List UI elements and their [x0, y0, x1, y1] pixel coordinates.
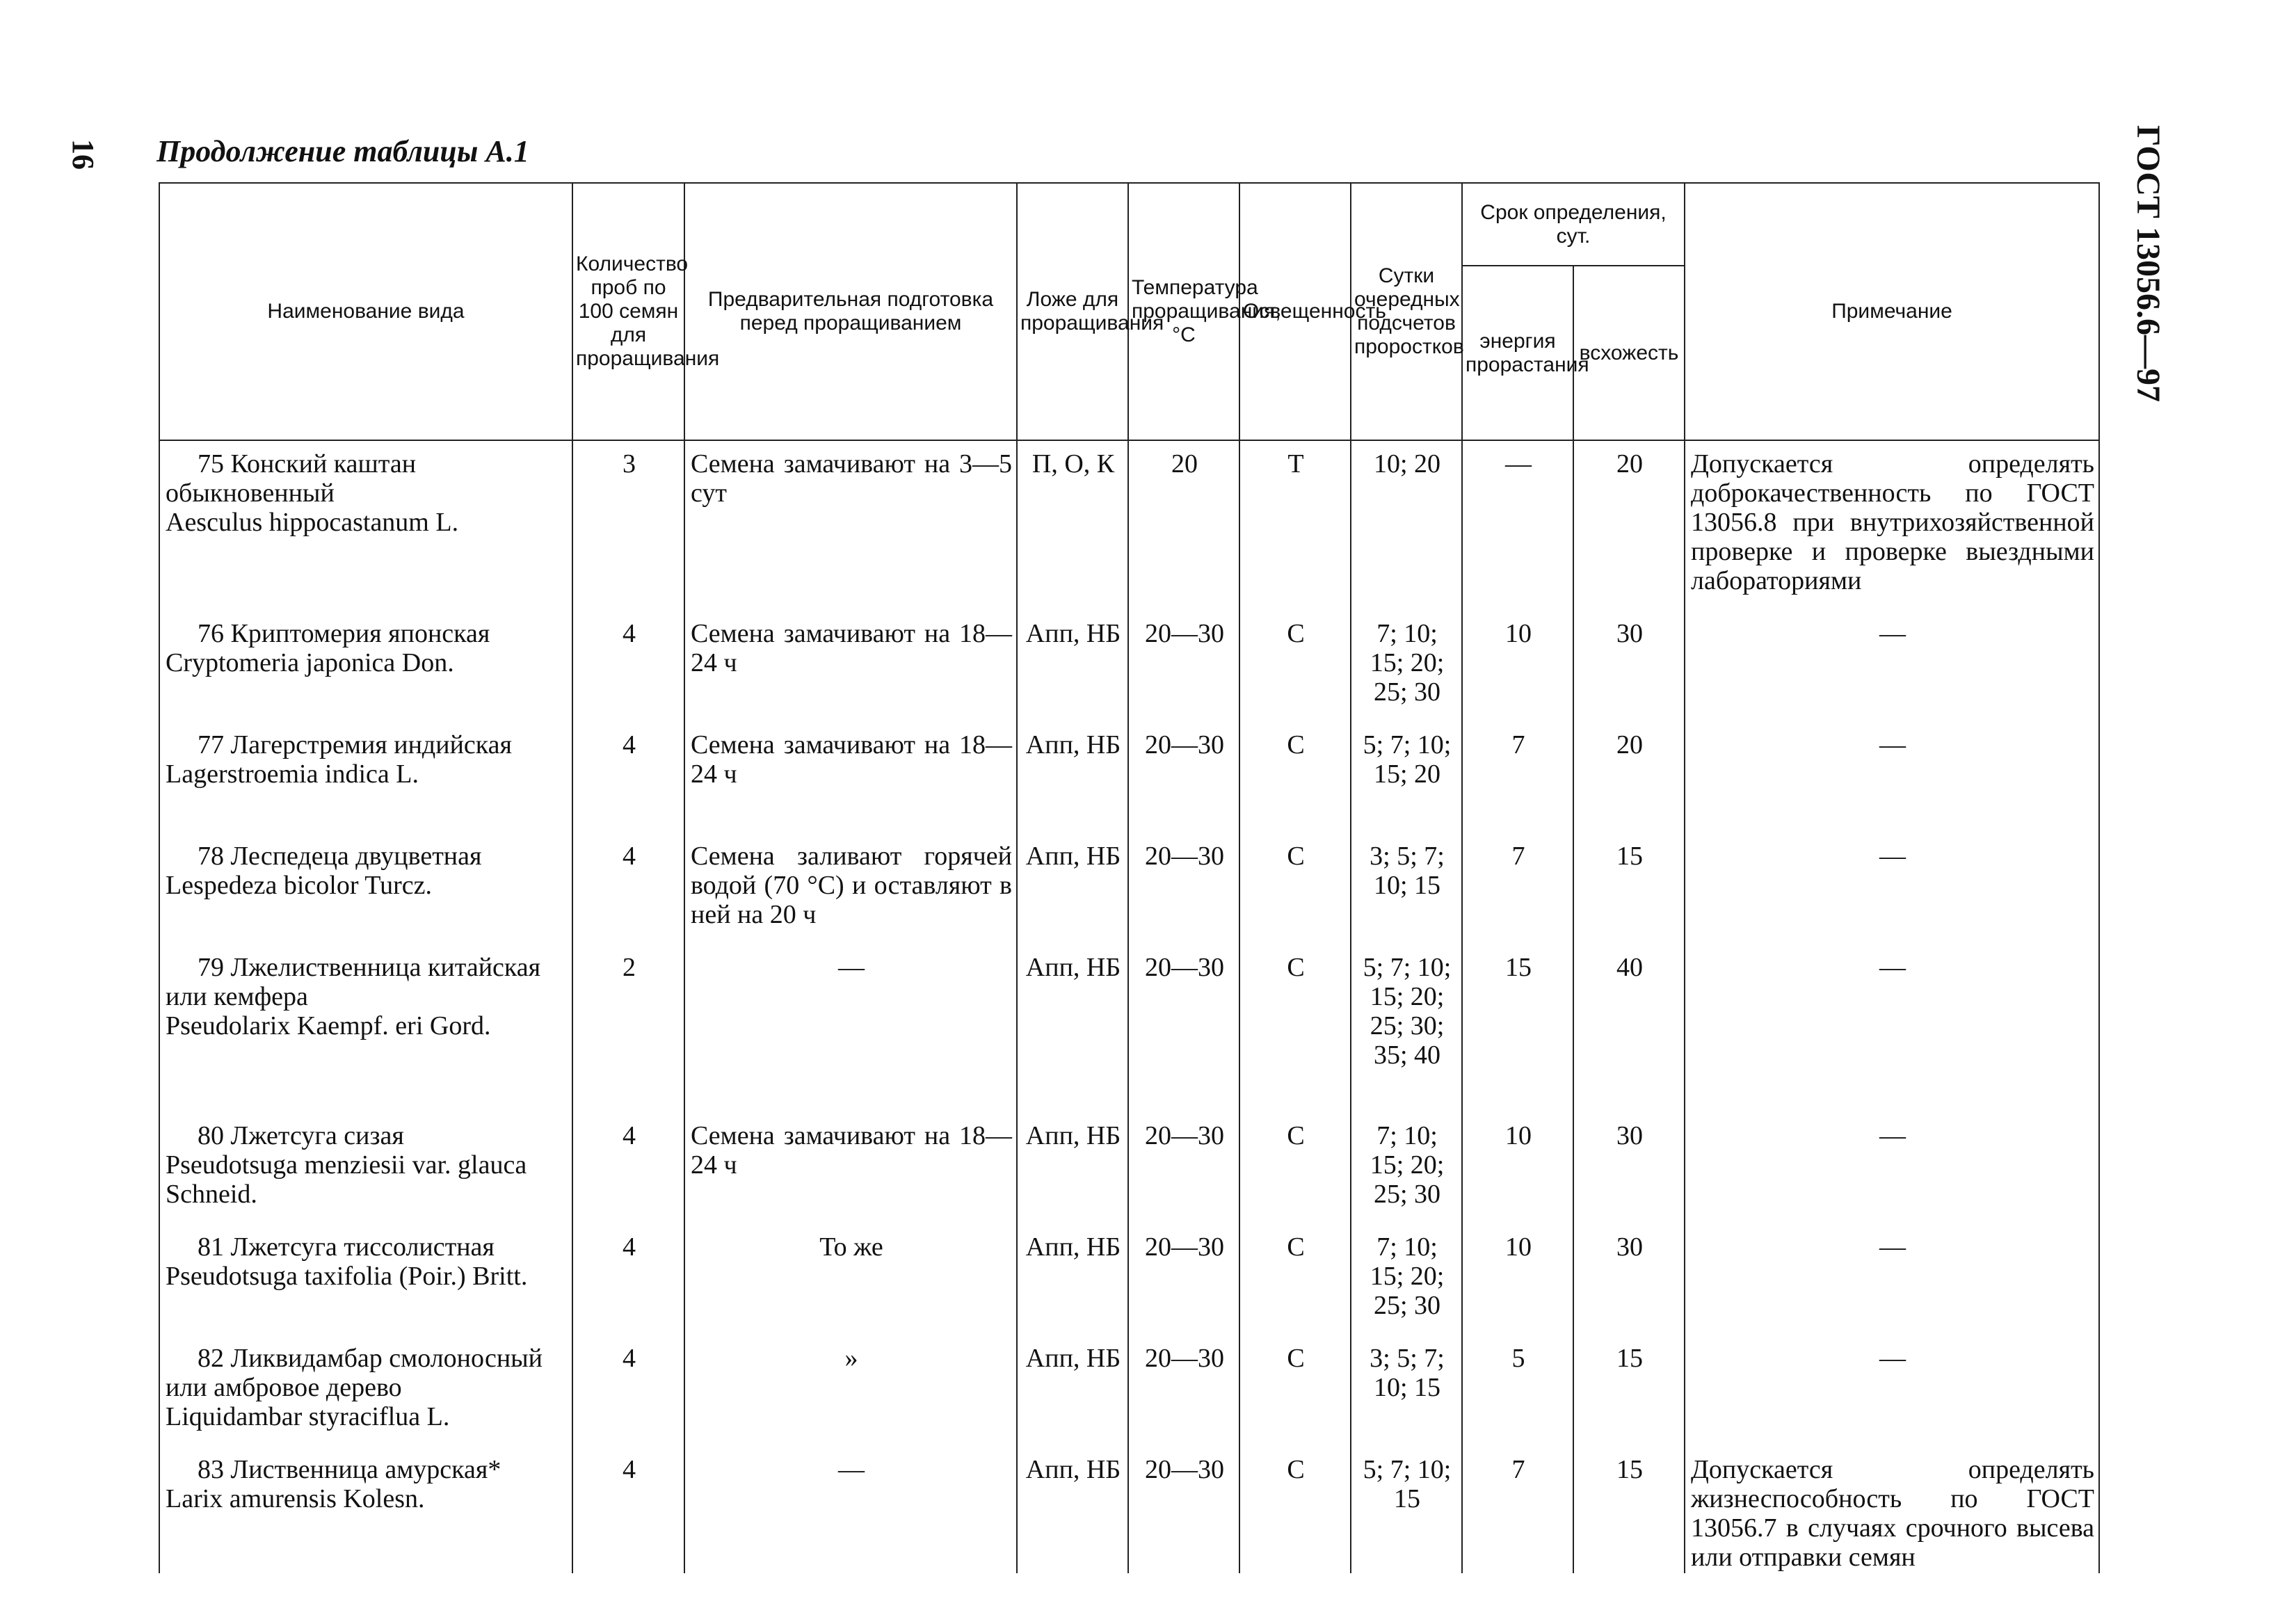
species-latin: Larix amurensis Kolesn.	[166, 1484, 425, 1513]
cell-lighting: С	[1239, 1447, 1351, 1573]
cell-energy: 7	[1462, 833, 1573, 944]
header-days: Сутки очередных подсчетов проростков	[1351, 183, 1462, 440]
cell-bed: П, О, К	[1017, 440, 1128, 611]
cell-energy: 10	[1462, 1224, 1573, 1335]
header-term-group: Срок определения, сут.	[1462, 183, 1685, 266]
cell-samples: 2	[572, 944, 684, 1113]
species-latin: Pseudotsuga menziesii var. glauca Schneid.	[166, 1150, 527, 1209]
cell-name	[159, 944, 572, 1113]
cell-preparation: Семена замачивают на 18—24 ч	[684, 1113, 1017, 1224]
cell-note: —	[1685, 1335, 2099, 1447]
cell-lighting: С	[1239, 944, 1351, 1113]
table-row	[159, 1224, 2099, 1335]
table-caption: Продолжение таблицы А.1	[156, 134, 529, 168]
cell-germination: 20	[1573, 722, 1685, 833]
cell-preparation: —	[684, 1447, 1017, 1573]
cell-temperature: 20—30	[1128, 722, 1239, 833]
species-russian: 81 Лжетсуга тиссолистная	[198, 1232, 495, 1262]
cell-days: 5; 7; 10; 15; 20; 25; 30; 35; 40	[1351, 944, 1462, 1113]
germination-table	[159, 182, 2098, 1573]
cell-germination: 15	[1573, 1447, 1685, 1573]
cell-bed: Апп, НБ	[1017, 944, 1128, 1113]
header-lighting: Освещенность	[1239, 183, 1351, 440]
cell-bed: Апп, НБ	[1017, 833, 1128, 944]
cell-temperature: 20—30	[1128, 1113, 1239, 1224]
cell-note: —	[1685, 1224, 2099, 1335]
table-row	[159, 944, 2099, 1113]
header-note: Примечание	[1685, 183, 2099, 440]
species-latin: Aesculus hippocastanum L.	[166, 508, 459, 537]
species-latin: Cryptomeria japonica Don.	[166, 648, 454, 677]
cell-preparation: То же	[684, 1224, 1017, 1335]
header-temperature: Температура проращивания, °С	[1128, 183, 1239, 440]
cell-lighting: С	[1239, 1224, 1351, 1335]
cell-germination: 15	[1573, 833, 1685, 944]
header-bed: Ложе для проращивания	[1017, 183, 1128, 440]
cell-preparation: Семена замачивают на 3—5 сут	[684, 440, 1017, 611]
cell-days: 7; 10; 15; 20; 25; 30	[1351, 611, 1462, 722]
cell-bed: Апп, НБ	[1017, 722, 1128, 833]
header-name: Наименование вида	[159, 183, 572, 440]
species-latin: Lespedeza bicolor Turcz.	[166, 871, 433, 900]
cell-germination: 20	[1573, 440, 1685, 611]
cell-energy: 15	[1462, 944, 1573, 1113]
cell-germination: 40	[1573, 944, 1685, 1113]
cell-bed: Апп, НБ	[1017, 1113, 1128, 1224]
table-row	[159, 1335, 2099, 1447]
cell-days: 7; 10; 15; 20; 25; 30	[1351, 1113, 1462, 1224]
cell-energy: 7	[1462, 1447, 1573, 1573]
cell-energy: 5	[1462, 1335, 1573, 1447]
cell-energy: 10	[1462, 1113, 1573, 1224]
cell-germination: 30	[1573, 611, 1685, 722]
cell-preparation: —	[684, 944, 1017, 1113]
table-row	[159, 1113, 2099, 1224]
cell-samples: 4	[572, 722, 684, 833]
cell-note: —	[1685, 944, 2099, 1113]
cell-name	[159, 1335, 572, 1447]
species-russian: 78 Леспедеца двуцветная	[198, 842, 482, 871]
cell-days: 3; 5; 7; 10; 15	[1351, 833, 1462, 944]
header-germination: всхожесть	[1573, 266, 1685, 440]
cell-energy: 7	[1462, 722, 1573, 833]
cell-name	[159, 611, 572, 722]
table-row	[159, 440, 2099, 611]
cell-lighting: Т	[1239, 440, 1351, 611]
cell-samples: 4	[572, 1335, 684, 1447]
cell-germination: 30	[1573, 1224, 1685, 1335]
cell-days: 7; 10; 15; 20; 25; 30	[1351, 1224, 1462, 1335]
cell-energy: —	[1462, 440, 1573, 611]
cell-note: —	[1685, 611, 2099, 722]
cell-lighting: С	[1239, 722, 1351, 833]
document-code: ГОСТ 13056.6—97	[2130, 125, 2167, 402]
cell-days: 3; 5; 7; 10; 15	[1351, 1335, 1462, 1447]
cell-temperature: 20—30	[1128, 1447, 1239, 1573]
species-russian: 83 Лиственница амурская*	[198, 1455, 501, 1484]
species-russian: 82 Ликвидамбар смолоносный или амбровое дерево	[166, 1344, 543, 1402]
species-latin: Liquidambar styraciflua L.	[166, 1402, 450, 1431]
species-russian: 79 Лжелиственница китайская или кемфера	[166, 953, 541, 1011]
table-row	[159, 833, 2099, 944]
cell-bed: Апп, НБ	[1017, 1224, 1128, 1335]
cell-preparation: Семена замачивают на 18—24 ч	[684, 611, 1017, 722]
species-latin: Lagerstroemia indica L.	[166, 759, 419, 789]
table-row	[159, 1447, 2099, 1573]
cell-germination: 15	[1573, 1335, 1685, 1447]
cell-note: Допускается определять доброкачественность по ГОСТ 13056.8 при внутрихозяйственной проверке и проверке выездными лабораториями	[1685, 440, 2099, 611]
cell-bed: Апп, НБ	[1017, 1335, 1128, 1447]
cell-bed: Апп, НБ	[1017, 1447, 1128, 1573]
cell-note: Допускается определять жизнеспособность по ГОСТ 13056.7 в случаях срочного высева или отправки семян	[1685, 1447, 2099, 1573]
cell-lighting: С	[1239, 1335, 1351, 1447]
cell-samples: 3	[572, 440, 684, 611]
header-energy: энергия прорастания	[1462, 266, 1573, 440]
cell-name	[159, 1113, 572, 1224]
cell-energy: 10	[1462, 611, 1573, 722]
cell-name	[159, 833, 572, 944]
cell-name	[159, 722, 572, 833]
cell-days: 10; 20	[1351, 440, 1462, 611]
cell-temperature: 20—30	[1128, 833, 1239, 944]
cell-lighting: С	[1239, 611, 1351, 722]
cell-preparation: »	[684, 1335, 1017, 1447]
cell-temperature: 20—30	[1128, 944, 1239, 1113]
cell-temperature: 20—30	[1128, 1335, 1239, 1447]
cell-note: —	[1685, 722, 2099, 833]
cell-temperature: 20	[1128, 440, 1239, 611]
cell-lighting: С	[1239, 1113, 1351, 1224]
table-row	[159, 722, 2099, 833]
cell-preparation: Семена заливают горячей водой (70 °С) и оставляют в ней на 20 ч	[684, 833, 1017, 944]
species-russian: 77 Лагерстремия индийская	[198, 730, 513, 759]
table-body	[159, 440, 2099, 1573]
cell-name	[159, 440, 572, 611]
cell-name	[159, 1224, 572, 1335]
species-latin: Pseudolarix Kaempf. eri Gord.	[166, 1011, 491, 1040]
cell-samples: 4	[572, 1224, 684, 1335]
species-russian: 75 Конский каштан обыкновенный	[166, 449, 417, 508]
page-number: 16	[66, 139, 100, 170]
cell-samples: 4	[572, 1113, 684, 1224]
cell-days: 5; 7; 10; 15	[1351, 1447, 1462, 1573]
cell-samples: 4	[572, 833, 684, 944]
cell-germination: 30	[1573, 1113, 1685, 1224]
cell-samples: 4	[572, 611, 684, 722]
cell-bed: Апп, НБ	[1017, 611, 1128, 722]
cell-preparation: Семена замачивают на 18—24 ч	[684, 722, 1017, 833]
cell-samples: 4	[572, 1447, 684, 1573]
cell-temperature: 20—30	[1128, 1224, 1239, 1335]
species-russian: 76 Криптомерия японская	[198, 619, 490, 648]
header-preparation: Предварительная подготовка перед проращиванием	[684, 183, 1017, 440]
cell-temperature: 20—30	[1128, 611, 1239, 722]
header-samples: Количество проб по 100 семян для проращивания	[572, 183, 684, 440]
species-russian: 80 Лжетсуга сизая	[198, 1121, 404, 1150]
table-row	[159, 611, 2099, 722]
cell-note: —	[1685, 833, 2099, 944]
cell-days: 5; 7; 10; 15; 20	[1351, 722, 1462, 833]
cell-lighting: С	[1239, 833, 1351, 944]
cell-note: —	[1685, 1113, 2099, 1224]
species-latin: Pseudotsuga taxifolia (Poir.) Britt.	[166, 1262, 528, 1291]
cell-name	[159, 1447, 572, 1573]
